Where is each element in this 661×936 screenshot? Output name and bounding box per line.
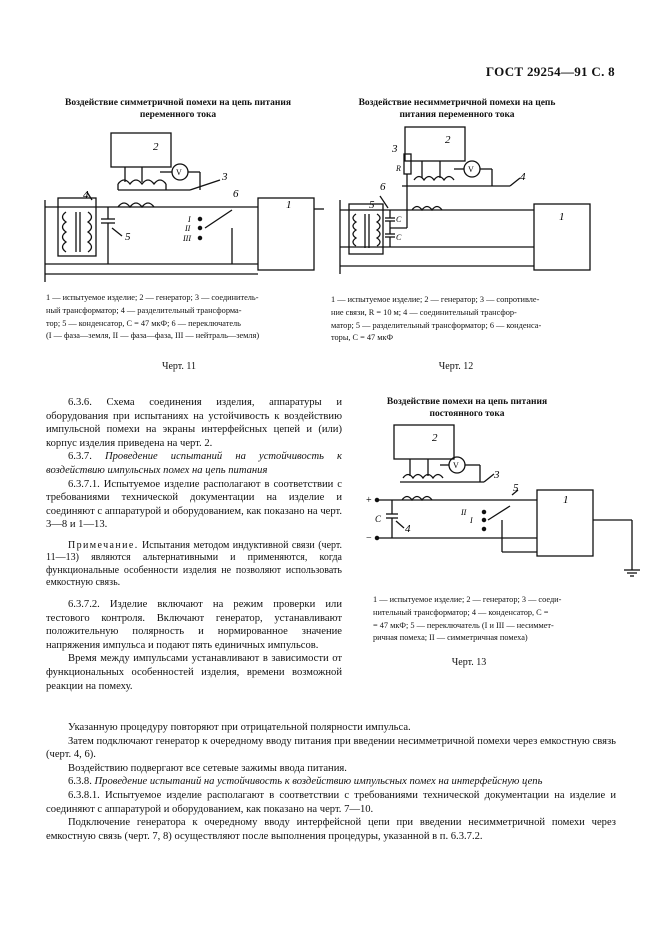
fig12-label-5: 5	[369, 199, 375, 211]
note-text: Испытания методом индуктивной связи (черт. 11—13) являются альтернативными и применяются, когда функциональные особенности изделия не позволяют использовать емкостную связь.	[46, 539, 342, 589]
fig13-caption	[373, 594, 603, 645]
fig13-title-line2: постоянного тока	[429, 409, 505, 419]
fig13-label-v: V	[453, 461, 459, 470]
fig12-label-C2: C	[396, 233, 402, 242]
fig11-label-5: 5	[125, 231, 131, 243]
fig13-label-C: C	[375, 514, 382, 524]
fig11-caption-line: (I — фаза—земля, II — фаза—фаза, III — нейтраль—земля)	[46, 331, 260, 341]
section-number: 6.3.7.	[68, 451, 92, 463]
fig13-label-5: 5	[513, 482, 519, 494]
fig13-caption-line: нительный трансформатор; 4 — конденсатор, C =	[373, 607, 549, 617]
fig12-chert: Черт. 12	[438, 361, 474, 372]
fig13-label-minus: −	[366, 533, 372, 544]
fig13-caption-line: 1 — испытуемое изделие; 2 — генератор; 3 — соеди-	[373, 595, 562, 604]
fig11-title-line2: переменного тока	[139, 110, 217, 120]
fig11-label-II: II	[185, 224, 191, 233]
fig13-label-3: 3	[494, 469, 500, 481]
fig13-generator-box	[394, 425, 454, 459]
fig11-label-I: I	[188, 215, 191, 224]
fig13-label-2: 2	[432, 432, 438, 444]
fig12-label-3: 3	[392, 143, 398, 155]
paragraph-repeat: Указанную процедуру повторяют при отрицательной полярности импульса.	[68, 722, 411, 733]
section-title: Проведение испытаний на устойчивость к воздействию импульсных помех на цепь питания	[46, 451, 342, 476]
note-label: Примечание.	[68, 539, 139, 551]
text-column-left	[46, 396, 342, 693]
fig11-label-v: V	[176, 168, 182, 177]
fig12-label-C1: C	[396, 215, 402, 224]
fig13-label-1: 1	[563, 494, 569, 506]
fig11-caption-line: тор; 5 — конденсатор, C = 47 мкФ; 6 — переключатель	[46, 318, 241, 328]
fig12-label-6: 6	[380, 181, 386, 193]
fig12-label-4: 4	[520, 171, 526, 183]
fig13-title-line1: Воздействие помехи на цепь питания	[386, 397, 548, 407]
fig13-label-II: II	[461, 508, 467, 517]
fig11-label-1: 1	[286, 199, 292, 211]
paragraph-6-3-7	[46, 450, 342, 477]
fig12-caption-line: ние связи, R = 10 м; 4 — соединительный трансфор-	[331, 307, 517, 317]
section-title: Проведение испытаний на устойчивость к воздействию импульсных помех на интерфейсную цепь	[94, 776, 543, 788]
page-header: ГОСТ 29254—91 С. 8	[485, 64, 615, 79]
fig12-label-1: 1	[559, 211, 565, 223]
paragraph-6-3-8-1: 6.3.8.1. Испытуемое изделие располагают в соответствии с требованиями технической документации на изделие и соединяют с аппаратурой и оборудованием, как показано на черт. 7—10.	[46, 789, 616, 815]
paragraph-6-3-8	[46, 775, 616, 789]
fig12-label-R: R	[396, 164, 401, 173]
fig12-title-line2: питания переменного тока	[399, 110, 515, 120]
fig11-label-2: 2	[153, 141, 159, 153]
fig11-label-III: III	[183, 234, 191, 243]
fig13-label-4: 4	[405, 523, 411, 535]
paragraph-all: Воздействию подвергают все сетевые зажимы ввода питания.	[68, 762, 347, 774]
paragraph-6-3-6: 6.3.6. Схема соединения изделия, аппаратуры и оборудования при испытаниях на устойчивость к воздействию импульсной помехи на экраны интерфейсных цепей и (или) корпус изделия приведена на черт. 2.	[46, 397, 342, 449]
paragraph-time: Время между импульсами устанавливают в зависимости от функциональных особенностей изделия, времени возможной реакции на помеху.	[46, 653, 342, 692]
fig11-label-6: 6	[233, 188, 239, 200]
fig11-chert: Черт. 11	[161, 361, 197, 372]
fig12-title-line1: Воздействие несимметричной помехи на цепь	[358, 98, 556, 108]
paragraph-6-3-7-2: 6.3.7.2. Изделие включают на режим проверки или тестового контроля. Включают генератор, устанавливают положительную полярность и нормированное значение напряжения импульса и подают пять единичных импульсов.	[46, 598, 342, 651]
fig13-caption-line: = 47 мкФ; 5 — переключатель (I и III — несиммет-	[373, 620, 554, 630]
fig11-label-4: 4	[83, 189, 89, 201]
fig12-label-2: 2	[445, 134, 451, 146]
fig12-caption-line: торы, C = 47 мкФ	[331, 333, 394, 343]
fig13-chert: Черт. 13	[451, 657, 487, 668]
fig13-coil-primary	[403, 475, 443, 479]
text-column-full	[46, 721, 616, 843]
fig13-caption-line: ричная помеха; II — симметричная помеха)	[373, 633, 528, 643]
fig13-label-plus: +	[366, 495, 372, 506]
fig11-caption-line: ный трансформатор; 4 — разделительный трансформа-	[46, 305, 242, 315]
fig11-title-line1: Воздействие симметричной помехи на цепь питания	[65, 98, 291, 108]
section-number: 6.3.8.	[68, 776, 92, 788]
fig13-label-I: I	[470, 516, 473, 525]
fig12-label-v: V	[468, 165, 474, 174]
fig11-label-3: 3	[222, 171, 228, 183]
paragraph-connect: Подключение генератора к очередному вводу интерфейсной цепи при введении несимметричной помехи через емкостную связь (черт. 7, 8) осуществляют после выполнения процедуры, указанной в п. 6.3.7.2.	[46, 817, 616, 842]
fig12-caption-line: 1 — испытуемое изделие; 2 — генератор; 3 — сопротивле-	[331, 295, 540, 304]
note	[46, 540, 342, 590]
paragraph-6-3-7-1: 6.3.7.1. Испытуемое изделие располагают в соответствии с требованиями технической документации на изделие и соединяют с аппаратурой и оборудованием, как показано на черт. 3—8 и 1—13.	[46, 478, 342, 531]
paragraph-then: Затем подключают генератор к очередному вводу питания при введении несимметричной помехи через емкостную связь (черт. 4, 6).	[46, 735, 616, 761]
fig11-caption-line: 1 — испытуемое изделие; 2 — генератор; 3 — соединитель-	[46, 293, 259, 302]
fig12-caption-line: матор; 5 — разделительный трансформатор; 6 — конденса-	[331, 320, 542, 330]
